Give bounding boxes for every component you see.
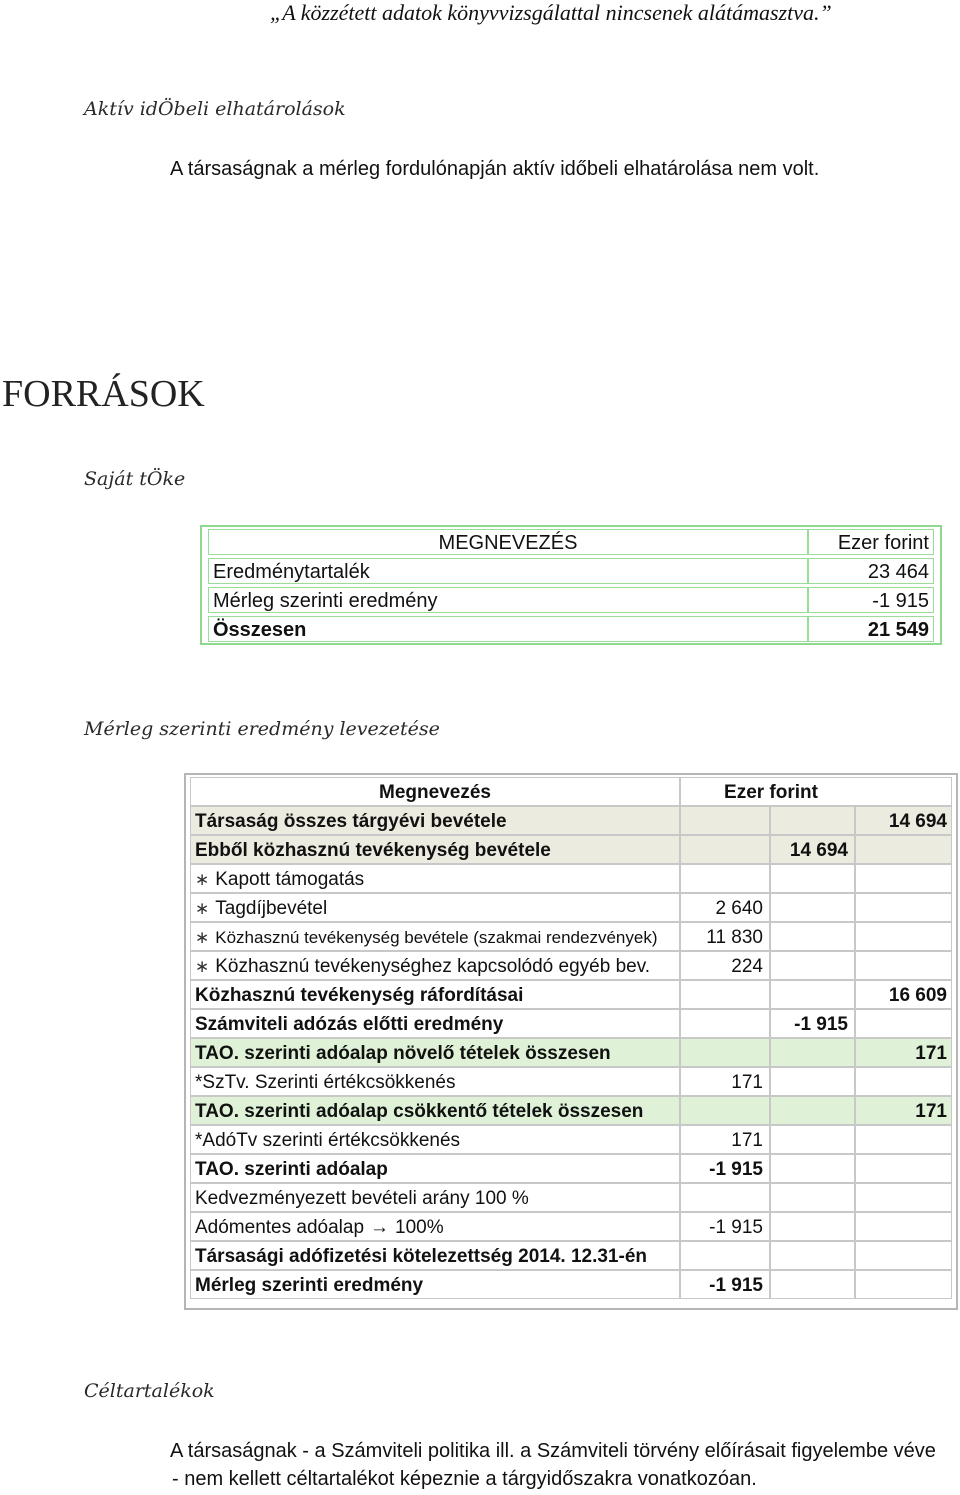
derivation-row-v2 [770, 893, 855, 922]
table-row [190, 806, 952, 835]
derivation-row-name [190, 806, 680, 835]
bullet-asterisk-icon: ∗ [195, 899, 210, 918]
derivation-row-name [190, 864, 680, 893]
derivation-row-v2 [770, 922, 855, 951]
derivation-row-v1: 11 830 [680, 922, 770, 951]
derivation-row-name [190, 835, 680, 864]
derivation-row-v1 [680, 1038, 770, 1067]
derivation-row-name [190, 1270, 680, 1299]
derivation-row-label: Közhasznú tevékenységhez kapcsolódó egyéb bev. [215, 956, 651, 977]
derivation-row-name [190, 893, 680, 922]
table-row [190, 1038, 952, 1067]
derivation-row-name [190, 1009, 680, 1038]
equity-header-value: Ezer forint [808, 529, 934, 555]
derivation-row-v1 [680, 1096, 770, 1125]
derivation-row-label: *AdóTv szerinti értékcsökkenés [195, 1130, 461, 1151]
derivation-row-name [190, 1212, 680, 1241]
derivation-row-v3 [855, 1183, 952, 1212]
equity-total-value: 21 549 [808, 616, 934, 642]
derivation-row-v1 [680, 1241, 770, 1270]
bullet-asterisk-icon: ∗ [195, 928, 210, 947]
derivation-row-v2 [770, 951, 855, 980]
table-row [190, 1067, 952, 1096]
derivation-row-v2: 14 694 [770, 835, 855, 864]
derivation-header-name: Megnevezés [190, 777, 680, 806]
derivation-row-label: Kapott támogatás [215, 869, 365, 890]
derivation-row-v2 [770, 1154, 855, 1183]
derivation-row-label: Közhasznú tevékenység bevétele (szakmai rendezvények) [215, 928, 658, 947]
derivation-row-label: *SzTv. Szerinti értékcsökkenés [195, 1072, 456, 1093]
derivation-row-v1: 2 640 [680, 893, 770, 922]
equity-row-value: -1 915 [808, 587, 934, 613]
derivation-row-v2 [770, 1212, 855, 1241]
equity-row-name: Mérleg szerinti eredmény [208, 587, 808, 613]
section-title-result-derivation: Mérleg szerinti eredmény levezetése [84, 718, 440, 740]
derivation-row-v2 [770, 1270, 855, 1299]
derivation-row-v1 [680, 806, 770, 835]
derivation-row-label: TAO. szerinti adóalap csökkentő tételek összesen [195, 1101, 644, 1122]
derivation-row-name [190, 1096, 680, 1125]
derivation-row-name [190, 951, 680, 980]
table-row [208, 587, 934, 616]
equity-table-header [208, 529, 934, 558]
derivation-row-label: TAO. szerinti adóalap [195, 1159, 388, 1180]
derivation-row-v2 [770, 1125, 855, 1154]
table-row [190, 980, 952, 1009]
equity-row-value: 23 464 [808, 558, 934, 584]
provisions-text-line1: A társaságnak - a Számviteli politika ill. a Számviteli törvény előírásait figyelembe véve [170, 1440, 936, 1462]
derivation-row-v3 [855, 951, 952, 980]
derivation-row-label: Társasági adófizetési kötelezettség 2014. 12.31-én [195, 1246, 647, 1267]
derivation-row-v3 [855, 1241, 952, 1270]
bullet-asterisk-icon: ∗ [195, 957, 210, 976]
derivation-row-v1: 224 [680, 951, 770, 980]
section-title-equity: Saját tÖke [84, 468, 186, 490]
table-row [190, 1125, 952, 1154]
derivation-row-v1 [680, 1009, 770, 1038]
derivation-row-v3 [855, 922, 952, 951]
result-derivation-table [184, 773, 958, 1310]
disclaimer-quote: „A közzétett adatok könyvvizsgálattal nincsenek alátámasztva.” [270, 0, 832, 25]
derivation-row-v1: 171 [680, 1125, 770, 1154]
arrow-right-icon: → [370, 1217, 390, 1238]
table-row [190, 922, 952, 951]
derivation-row-v3 [855, 1125, 952, 1154]
derivation-row-v1 [680, 835, 770, 864]
derivation-row-name [190, 1154, 680, 1183]
derivation-row-label: Közhasznú tevékenység ráfordításai [195, 985, 524, 1006]
table-row [190, 1212, 952, 1241]
page-title-forrasok: FORRÁSOK [2, 373, 205, 415]
derivation-row-name [190, 922, 680, 951]
equity-row-name: Eredménytartalék [208, 558, 808, 584]
provisions-text-line2: - nem kellett céltartalékot képeznie a tárgyidőszakra vonatkozóan. [172, 1468, 757, 1490]
table-row [190, 893, 952, 922]
derivation-row-name [190, 1241, 680, 1270]
derivation-row-v3 [855, 893, 952, 922]
table-row [190, 864, 952, 893]
table-row-total [208, 616, 934, 645]
derivation-row-v1 [680, 980, 770, 1009]
derivation-row-v1 [680, 1183, 770, 1212]
derivation-row-v1: 171 [680, 1067, 770, 1096]
derivation-row-v2 [770, 1241, 855, 1270]
derivation-row-v2 [770, 864, 855, 893]
derivation-row-label: Tagdíjbevétel [215, 898, 328, 919]
derivation-row-v2 [770, 1038, 855, 1067]
derivation-row-name [190, 1125, 680, 1154]
derivation-row-label: Mérleg szerinti eredmény [195, 1275, 424, 1296]
derivation-row-v3: 171 [855, 1038, 952, 1067]
equity-table [200, 525, 942, 645]
derivation-row-label: Adómentes adóalap [195, 1217, 365, 1238]
section-title-provisions: Céltartalékok [84, 1380, 215, 1402]
derivation-row-v2 [770, 980, 855, 1009]
derivation-table-header [190, 777, 952, 806]
derivation-row-v2: -1 915 [770, 1009, 855, 1038]
derivation-row-label: Kedvezményezett bevételi arány 100 % [195, 1188, 529, 1209]
derivation-row-name [190, 1183, 680, 1212]
derivation-header-value: Ezer forint [680, 777, 952, 806]
derivation-row-v2 [770, 1096, 855, 1125]
equity-header-name: MEGNEVEZÉS [208, 529, 808, 555]
derivation-row-name [190, 980, 680, 1009]
derivation-row-label: Ebből közhasznú tevékenység bevétele [195, 840, 551, 861]
equity-total-name: Összesen [208, 616, 808, 642]
table-row [190, 951, 952, 980]
derivation-row-v1: -1 915 [680, 1212, 770, 1241]
derivation-row-label: Számviteli adózás előtti eredmény [195, 1014, 504, 1035]
derivation-row-label: Társaság összes tárgyévi bevétele [195, 811, 507, 832]
active-accruals-text: A társaságnak a mérleg fordulónapján aktív időbeli elhatárolása nem volt. [170, 158, 820, 180]
derivation-row-v3 [855, 1009, 952, 1038]
derivation-row-v3 [855, 1154, 952, 1183]
derivation-row-suffix: 100% [395, 1217, 444, 1238]
table-row [190, 1154, 952, 1183]
derivation-row-v3: 171 [855, 1096, 952, 1125]
derivation-row-label: TAO. szerinti adóalap növelő tételek összesen [195, 1043, 611, 1064]
table-row [208, 558, 934, 587]
derivation-row-v3 [855, 835, 952, 864]
table-row [190, 1270, 952, 1299]
derivation-row-v3: 14 694 [855, 806, 952, 835]
table-row [190, 1096, 952, 1125]
derivation-row-v3 [855, 1212, 952, 1241]
derivation-row-v1: -1 915 [680, 1270, 770, 1299]
derivation-row-v3 [855, 1270, 952, 1299]
section-title-active-accruals: Aktív idÖbeli elhatárolások [84, 98, 346, 120]
derivation-row-v3 [855, 1067, 952, 1096]
bullet-asterisk-icon: ∗ [195, 870, 210, 889]
derivation-row-v2 [770, 1183, 855, 1212]
table-row [190, 1241, 952, 1270]
table-row [190, 1183, 952, 1212]
derivation-row-v2 [770, 806, 855, 835]
derivation-row-name [190, 1067, 680, 1096]
table-row [190, 1009, 952, 1038]
derivation-row-v3 [855, 864, 952, 893]
derivation-row-v1: -1 915 [680, 1154, 770, 1183]
derivation-row-v2 [770, 1067, 855, 1096]
derivation-row-name [190, 1038, 680, 1067]
derivation-row-v3: 16 609 [855, 980, 952, 1009]
table-row [190, 835, 952, 864]
derivation-row-v1 [680, 864, 770, 893]
